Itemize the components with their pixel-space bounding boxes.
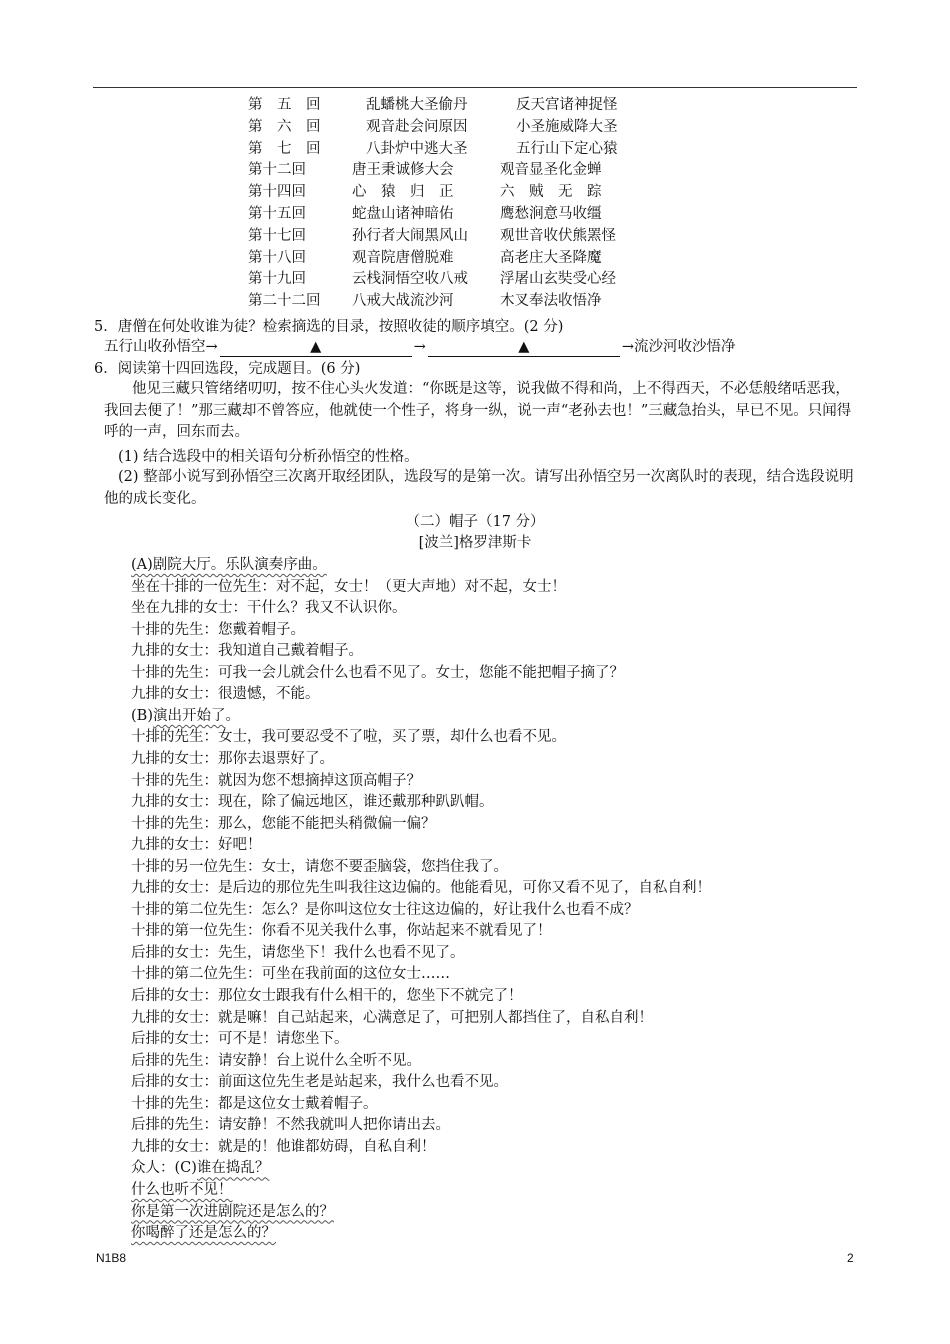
drama-wavy: 什么也听不见！ — [131, 1181, 233, 1198]
drama-pre: 九排的女士：就是嘛！自己站起来，心满意足了，可把别人都挡住了，自私自利！ — [131, 1009, 653, 1026]
drama-pre: 十排的第二位先生：可坐在我前面的这位女士…… — [131, 966, 450, 983]
drama-line — [131, 641, 363, 661]
drama-line — [131, 1029, 349, 1049]
page-number: 2 — [847, 1251, 854, 1265]
drama-wavy: (A)剧院大厅。乐队演奏序曲。 — [131, 557, 327, 573]
q6-sub2: (2) 整部小说写到孙悟空三次离开取经团队，选段写的是第一次。请写出孙悟空另一次离队时的表现，结合选段说明他的成长变化。 — [104, 469, 854, 507]
drama-pre: 九排的女士：我知道自己戴着帽子。 — [131, 643, 363, 660]
toc-title-b: 观世音收伏熊罴怪 — [500, 227, 616, 244]
drama-wavy: 你是第一次进剧院还是怎么的？ — [131, 1203, 334, 1220]
drama-pre: 十排的第二位先生：怎么？是你叫这位女士往这边偏的，好让我什么也看不成？ — [131, 901, 639, 918]
drama-pre: 十排的先生：女士，我可要忍受不了啦，买了票，却什么也看不见。 — [131, 729, 566, 746]
drama-line — [131, 1051, 421, 1071]
question-5-answer-line — [104, 337, 735, 357]
drama-pre: 九排的女士：很遗憾，不能。 — [131, 686, 320, 703]
section-title: （二）帽子（17 分） — [405, 514, 545, 530]
drama-pre: 坐在九排的女士：干什么？我又不认识你。 — [131, 600, 407, 617]
drama-line — [131, 727, 566, 747]
toc-title-a: 心 猿 归 正 — [352, 184, 454, 201]
toc-title-a: 乱蟠桃大圣偷丹 — [366, 97, 468, 113]
drama-pre: (B) — [131, 707, 153, 724]
toc-title-b: 五行山下定心猿 — [516, 140, 618, 157]
toc-chapter: 第十八回 — [248, 249, 306, 266]
toc-chapter: 第十九回 — [248, 271, 306, 288]
drama-pre: 九排的女士：就是的！他谁都妨碍，自私自利！ — [131, 1138, 436, 1155]
q6-passage: 他见三藏只管绪绪叨叨，按不住心头火发道：“你既是这等，说我做不得和尚，上不得西天，不必恁般绪咶恶我，我回去便了！”那三藏却不曾答应，他就使一个性子，将身一纵，说一声“老孙去也！”三藏急抬头，早已不见。只闻得呼的一声，回东而去。 — [104, 381, 852, 441]
drama-pre: 后排的女士：前面这位先生老是站起来，我什么也看不见。 — [131, 1074, 508, 1091]
drama-line — [131, 1180, 233, 1200]
drama-line — [131, 1008, 653, 1028]
drama-line — [131, 878, 711, 898]
toc-title-b: 小圣施威降大圣 — [516, 118, 618, 135]
q5-blank-2[interactable]: ▲ — [428, 338, 620, 357]
drama-pre: 十排的先生：那么，您能不能把头稍微偏一偏？ — [131, 815, 436, 832]
toc-title-b: 高老庄大圣降魔 — [500, 249, 602, 266]
drama-line — [131, 1137, 436, 1157]
drama-pre: 九排的女士：好吧！ — [131, 837, 262, 854]
drama-pre: 后排的女士：那位女士跟我有什么相干的，您坐下不就完了！ — [131, 988, 523, 1004]
drama-line — [131, 771, 421, 791]
drama-pre: 十排的另一位先生：女士，请您不要歪脑袋，您挡住我了。 — [131, 858, 508, 875]
drama-line — [131, 620, 305, 640]
drama-line — [131, 706, 240, 726]
toc-title-a: 唐王秉诚修大会 — [352, 162, 454, 179]
drama-pre: 坐在十排的一位先生：对不起，女士！（更大声地）对不起，女士！ — [131, 578, 566, 595]
drama-pre: 十排的第一位先生：你看不见关我什么事，你站起来不就看见了！ — [131, 923, 552, 940]
drama-line — [131, 1158, 269, 1178]
drama-pre: 九排的女士：是后边的那位先生叫我往这边偏的。他能看见，可你又看不见了，自私自利！ — [131, 880, 711, 897]
drama-pre: 十排的先生：可我一会儿就会什么也看不见了。女士，您能不能把帽子摘了？ — [131, 664, 624, 681]
drama-pre: 十排的先生：您戴着帽子。 — [131, 621, 305, 638]
drama-line — [131, 598, 407, 618]
toc-chapter: 第十五回 — [248, 205, 306, 222]
question-6: 6．阅读第十四回选段，完成题目。(6 分) — [94, 361, 361, 377]
drama-pre: 众人：(C) — [131, 1160, 197, 1177]
drama-pre: 后排的先生：请安静！台上说什么全听不见。 — [131, 1052, 421, 1069]
drama-post: 。 — [225, 707, 240, 724]
toc-chapter: 第 五 回 — [248, 97, 321, 113]
header-rule — [93, 87, 857, 88]
drama-pre: 十排的先生：都是这位女士戴着帽子。 — [131, 1095, 378, 1112]
drama-line — [131, 943, 465, 963]
drama-line — [131, 792, 494, 812]
toc-title-b: 木叉奉法收悟净 — [500, 293, 602, 310]
toc-title-a: 蛇盘山诸神暗佑 — [352, 205, 454, 222]
drama-pre: 九排的女士：那你去退票好了。 — [131, 750, 334, 767]
drama-line — [131, 577, 566, 597]
toc-title-b: 浮屠山玄奘受心经 — [500, 271, 616, 288]
drama-line — [131, 857, 508, 877]
drama-line — [131, 1115, 450, 1135]
drama-line — [131, 684, 320, 704]
toc-title-b: 鹰愁涧意马收缰 — [500, 205, 602, 222]
drama-wavy: 演出开始了 — [152, 707, 226, 724]
drama-wavy: 谁在捣乱？ — [196, 1160, 270, 1177]
drama-pre: 后排的女士：可不是！请您坐下。 — [131, 1031, 349, 1048]
footer-code: N1B8 — [96, 1251, 127, 1265]
drama-pre: 后排的先生：请安静！不然我就叫人把你请出去。 — [131, 1117, 450, 1134]
toc-title-a: 观音院唐僧脱难 — [352, 249, 454, 266]
drama-line — [131, 964, 450, 984]
drama-pre: 后排的女士：先生，请您坐下！我什么也看不见了。 — [131, 944, 465, 961]
toc-chapter: 第 七 回 — [248, 140, 321, 157]
toc-title-a: 孙行者大闹黑风山 — [352, 227, 468, 244]
drama-line — [131, 1072, 508, 1092]
drama-line — [131, 921, 552, 941]
drama-wavy: 你喝醉了还是怎么的？ — [131, 1225, 276, 1242]
toc-chapter: 第十四回 — [248, 184, 306, 201]
toc-title-b: 六 贼 无 踪 — [500, 184, 602, 201]
drama-line — [131, 835, 262, 855]
question-5: 5．唐僧在何处收谁为徒？检索摘选的目录，按照收徒的顺序填空。(2 分) — [94, 319, 564, 335]
toc-title-a: 八戒大战流沙河 — [352, 293, 454, 310]
drama-line — [131, 900, 639, 920]
q5-end: →流沙河收沙悟净 — [621, 339, 736, 355]
toc-chapter: 第十二回 — [248, 162, 306, 179]
toc-title-a: 八卦炉中逃大圣 — [366, 140, 468, 157]
toc-title-b: 反天宫诸神捉怪 — [516, 97, 618, 113]
drama-line — [131, 986, 523, 1006]
drama-line — [131, 555, 327, 575]
drama-pre: 九排的女士：现在，除了偏远地区，谁还戴那种趴趴帽。 — [131, 794, 494, 811]
toc-chapter: 第 六 回 — [248, 118, 321, 135]
toc-chapter: 第十七回 — [248, 227, 306, 244]
drama-line — [131, 663, 624, 683]
toc-chapter: 第二十二回 — [248, 293, 321, 310]
toc-title-a: 云栈洞悟空收八戒 — [352, 271, 468, 288]
drama-line — [131, 1202, 334, 1222]
drama-line — [131, 1223, 276, 1243]
toc-title-b: 观音显圣化金蝉 — [500, 162, 602, 179]
drama-line — [131, 749, 334, 769]
drama-pre: 十排的先生：就因为您不想摘掉这顶高帽子？ — [131, 772, 421, 789]
q5-blank-1[interactable]: ▲ — [220, 338, 412, 357]
q5-start: 五行山收孙悟空→ — [104, 339, 218, 355]
toc-title-a: 观音赴会问原因 — [366, 118, 468, 135]
drama-line — [131, 1094, 378, 1114]
q6-sub1: (1) 结合选段中的相关语句分析孙悟空的性格。 — [118, 449, 419, 465]
q5-arrow: → — [413, 339, 426, 355]
section-author: [波兰]格罗津斯卡 — [418, 535, 532, 551]
drama-line — [131, 814, 436, 834]
